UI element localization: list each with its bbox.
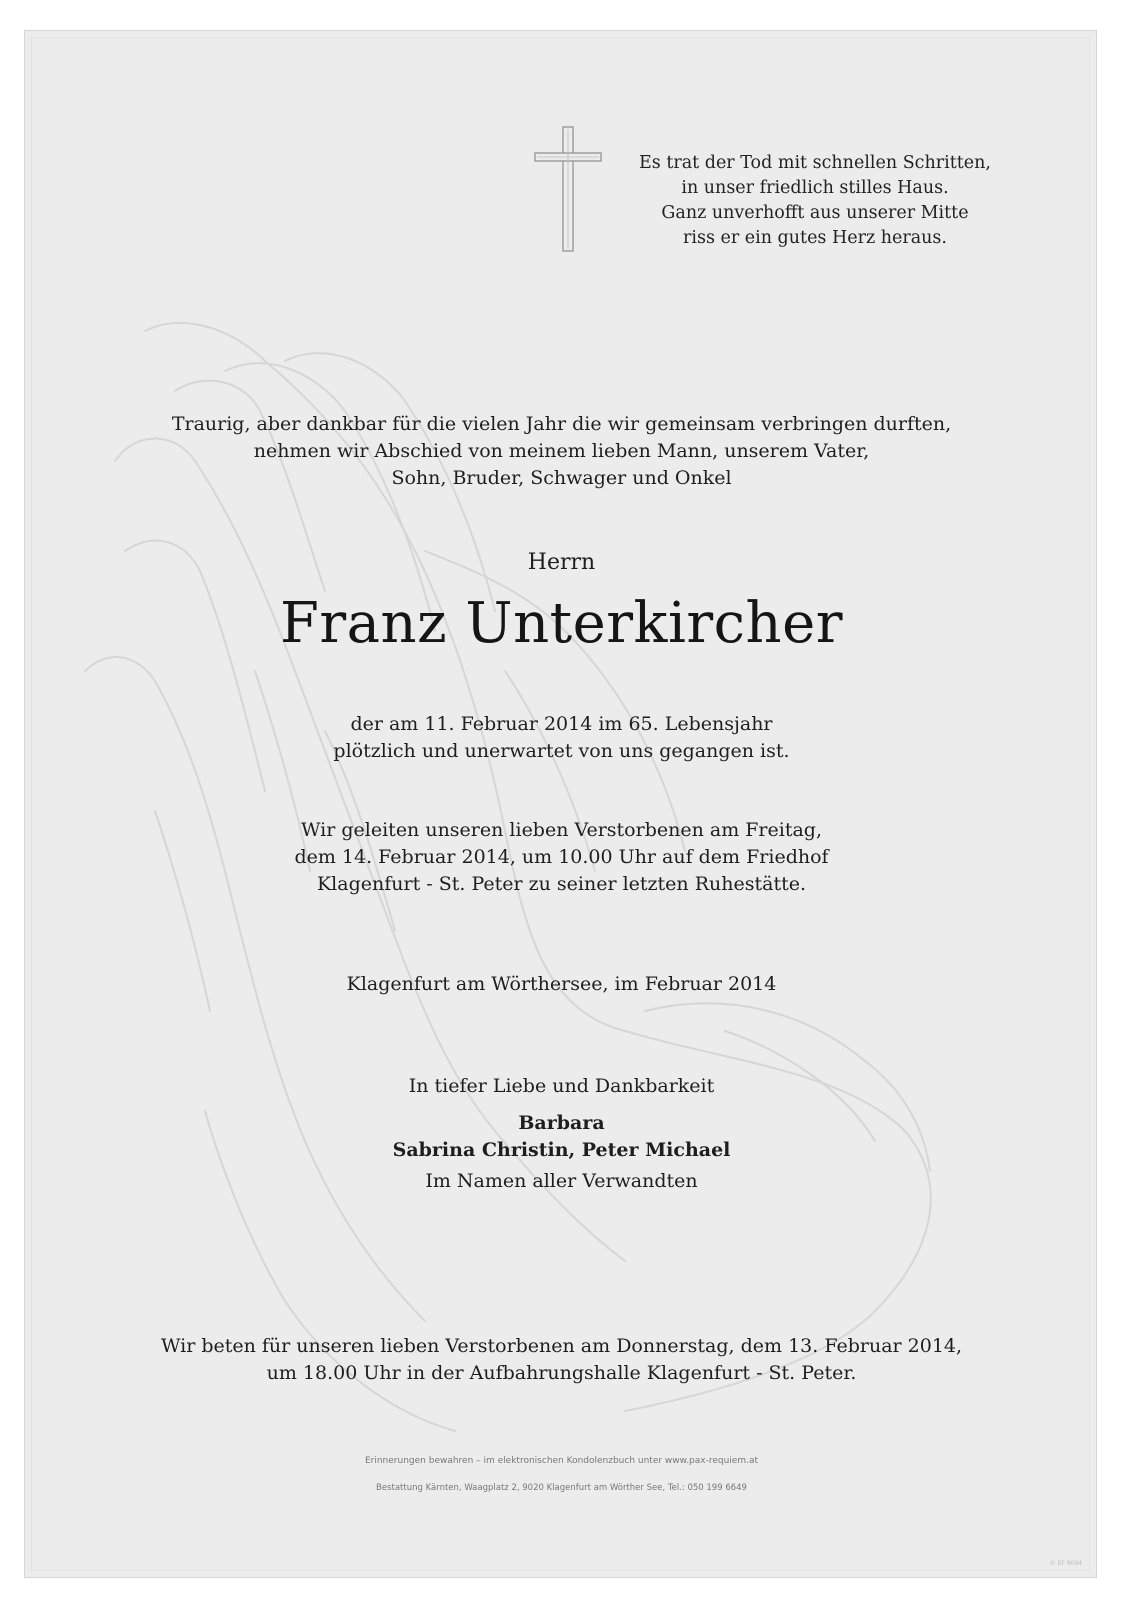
intro-line: Sohn, Bruder, Schwager und Onkel bbox=[391, 467, 732, 489]
latin-cross-outline-icon bbox=[533, 125, 603, 255]
intro-line: Traurig, aber dankbar für die vielen Jahr die wir gemeinsam verbringen durften, bbox=[171, 413, 952, 435]
obituary-card bbox=[24, 30, 1097, 1578]
death-notice-line: der am 11. Februar 2014 im 65. Lebensjahr bbox=[350, 713, 773, 735]
prayer-line: Wir beten für unseren lieben Verstorbenen am Donnerstag, dem 13. Februar 2014, bbox=[160, 1335, 963, 1357]
prayer-line: um 18.00 Uhr in der Aufbahrungshalle Klagenfurt - St. Peter. bbox=[266, 1362, 857, 1384]
death-notice-line: plötzlich und unerwartet von uns gegangen ist. bbox=[333, 740, 790, 762]
mourner-name: Barbara bbox=[518, 1112, 605, 1134]
verse-line: Ganz unverhofft aus unserer Mitte bbox=[661, 203, 969, 223]
intro-line: nehmen wir Abschied von meinem lieben Mann, unserem Vater, bbox=[253, 440, 870, 462]
verse-line: riss er ein gutes Herz heraus. bbox=[683, 228, 947, 248]
verse bbox=[625, 151, 1005, 251]
footer-condolence: Erinnerungen bewahren – im elektronischen Kondolenzbuch unter www.pax-requiem.at bbox=[364, 1456, 759, 1466]
deceased-name: Franz Unterkircher bbox=[279, 591, 843, 656]
intro-text bbox=[25, 411, 1097, 492]
relatives-note: Im Namen aller Verwandten bbox=[425, 1170, 698, 1192]
place-date: Klagenfurt am Wörthersee, im Februar 2014 bbox=[346, 973, 777, 995]
mourner-name: Sabrina Christin, Peter Michael bbox=[392, 1139, 731, 1161]
salutation: Herrn bbox=[527, 550, 596, 575]
verse-line: Es trat der Tod mit schnellen Schritten, bbox=[639, 153, 991, 173]
funeral-notice bbox=[25, 817, 1097, 898]
footer-address: Bestattung Kärnten, Waagplatz 2, 9020 Klagenfurt am Wörther See, Tel.: 050 199 6649 bbox=[376, 1483, 747, 1493]
verse-line: in unser friedlich stilles Haus. bbox=[681, 178, 949, 198]
funeral-line: Wir geleiten unseren lieben Verstorbenen am Freitag, bbox=[300, 819, 822, 841]
funeral-line: Klagenfurt - St. Peter zu seiner letzten Ruhestätte. bbox=[316, 873, 806, 895]
funeral-line: dem 14. Februar 2014, um 10.00 Uhr auf dem Friedhof bbox=[294, 846, 829, 868]
prayer-notice bbox=[25, 1333, 1097, 1387]
corner-mark: © EF 9094 bbox=[1049, 1560, 1082, 1567]
closing-love: In tiefer Liebe und Dankbarkeit bbox=[408, 1075, 715, 1097]
death-notice bbox=[25, 711, 1097, 765]
mourner-names bbox=[25, 1110, 1097, 1164]
